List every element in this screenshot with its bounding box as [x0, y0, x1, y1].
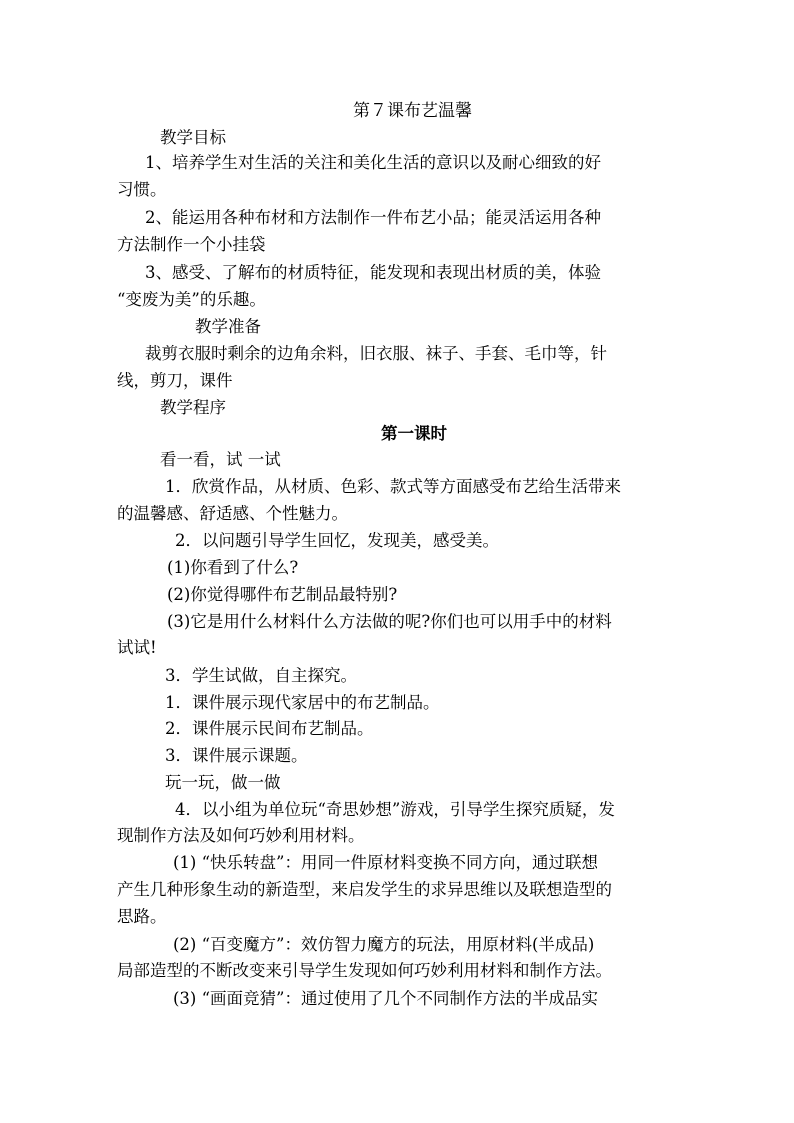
game-1-line-2: 产生几种形象生动的新造型，来启发学生的求异思维以及联想造型的	[117, 880, 612, 899]
heading-preparation: 教学准备	[195, 317, 261, 336]
section-1-item-1-line-2: 的温馨感、舒适感、个性魅力。	[117, 504, 348, 523]
preparation-line-1: 裁剪衣服时剩余的边角余料，旧衣服、袜子、手套、毛巾等，针	[145, 344, 607, 363]
objective-2-line-1: 2、能运用各种布材和方法制作一件布艺小品；能灵活运用各种	[145, 208, 601, 227]
objective-3-line-2: “变废为美”的乐趣。	[117, 290, 266, 309]
section-1-item-2: 2．以问题引导学生回忆，发现美，感受美。	[175, 531, 499, 550]
question-3-line-1: (3)它是用什么材料什么方法做的呢?你们也可以用手中的材料	[167, 612, 612, 631]
section-2-item-4-line-2: 现制作方法及如何巧妙利用材料。	[117, 826, 365, 845]
section-1-item-3: 3．学生试做，自主探究。	[165, 666, 357, 685]
heading-objectives: 教学目标	[160, 128, 226, 147]
game-3-line-1: (3) “画面竞猜”：通过使用了几个不同制作方法的半成品实	[173, 989, 598, 1008]
question-1: (1)你看到了什么?	[167, 558, 299, 577]
question-2: (2)你觉得哪件布艺制品最特别?	[167, 585, 398, 604]
objective-1-line-1: 1、培养学生对生活的关注和美化生活的意识以及耐心细致的好	[145, 153, 601, 172]
game-2-line-1: (2) “百变魔方”：效仿智力魔方的玩法，用原材料(半成品)	[173, 935, 595, 954]
section-1-heading: 看一看，试 一试	[160, 450, 281, 469]
courseware-item-2: 2．课件展示民间布艺制品。	[165, 719, 374, 738]
document-title: 第７课布艺温馨	[353, 101, 472, 121]
preparation-line-2: 线，剪刀，课件	[117, 371, 233, 390]
game-2-line-2: 局部造型的不断改变来引导学生发现如何巧妙利用材料和制作方法。	[117, 961, 612, 980]
section-2-item-4-line-1: 4．以小组为单位玩“奇思妙想”游戏，引导学生探究质疑，发	[175, 800, 615, 819]
courseware-item-1: 1．课件展示现代家居中的布艺制品。	[165, 693, 440, 712]
objective-3-line-1: 3、感受、了解布的材质特征，能发现和表现出材质的美，体验	[145, 263, 601, 282]
courseware-item-3: 3．课件展示课题。	[165, 746, 308, 765]
section-2-heading: 玩一玩，做一做	[165, 773, 281, 792]
lesson-heading: 第一课时	[381, 424, 447, 443]
game-1-line-1: (1) “快乐转盘”：用同一件原材料变换不同方向，通过联想	[173, 853, 598, 872]
section-1-item-1-line-1: 1．欣赏作品，从材质、色彩、款式等方面感受布艺给生活带来	[165, 477, 621, 496]
game-1-line-3: 思路。	[117, 907, 167, 926]
objective-1-line-2: 习惯。	[117, 180, 167, 199]
heading-procedure: 教学程序	[160, 398, 226, 417]
objective-2-line-2: 方法制作一个小挂袋	[117, 235, 266, 254]
question-3-line-2: 试试!	[117, 638, 157, 657]
